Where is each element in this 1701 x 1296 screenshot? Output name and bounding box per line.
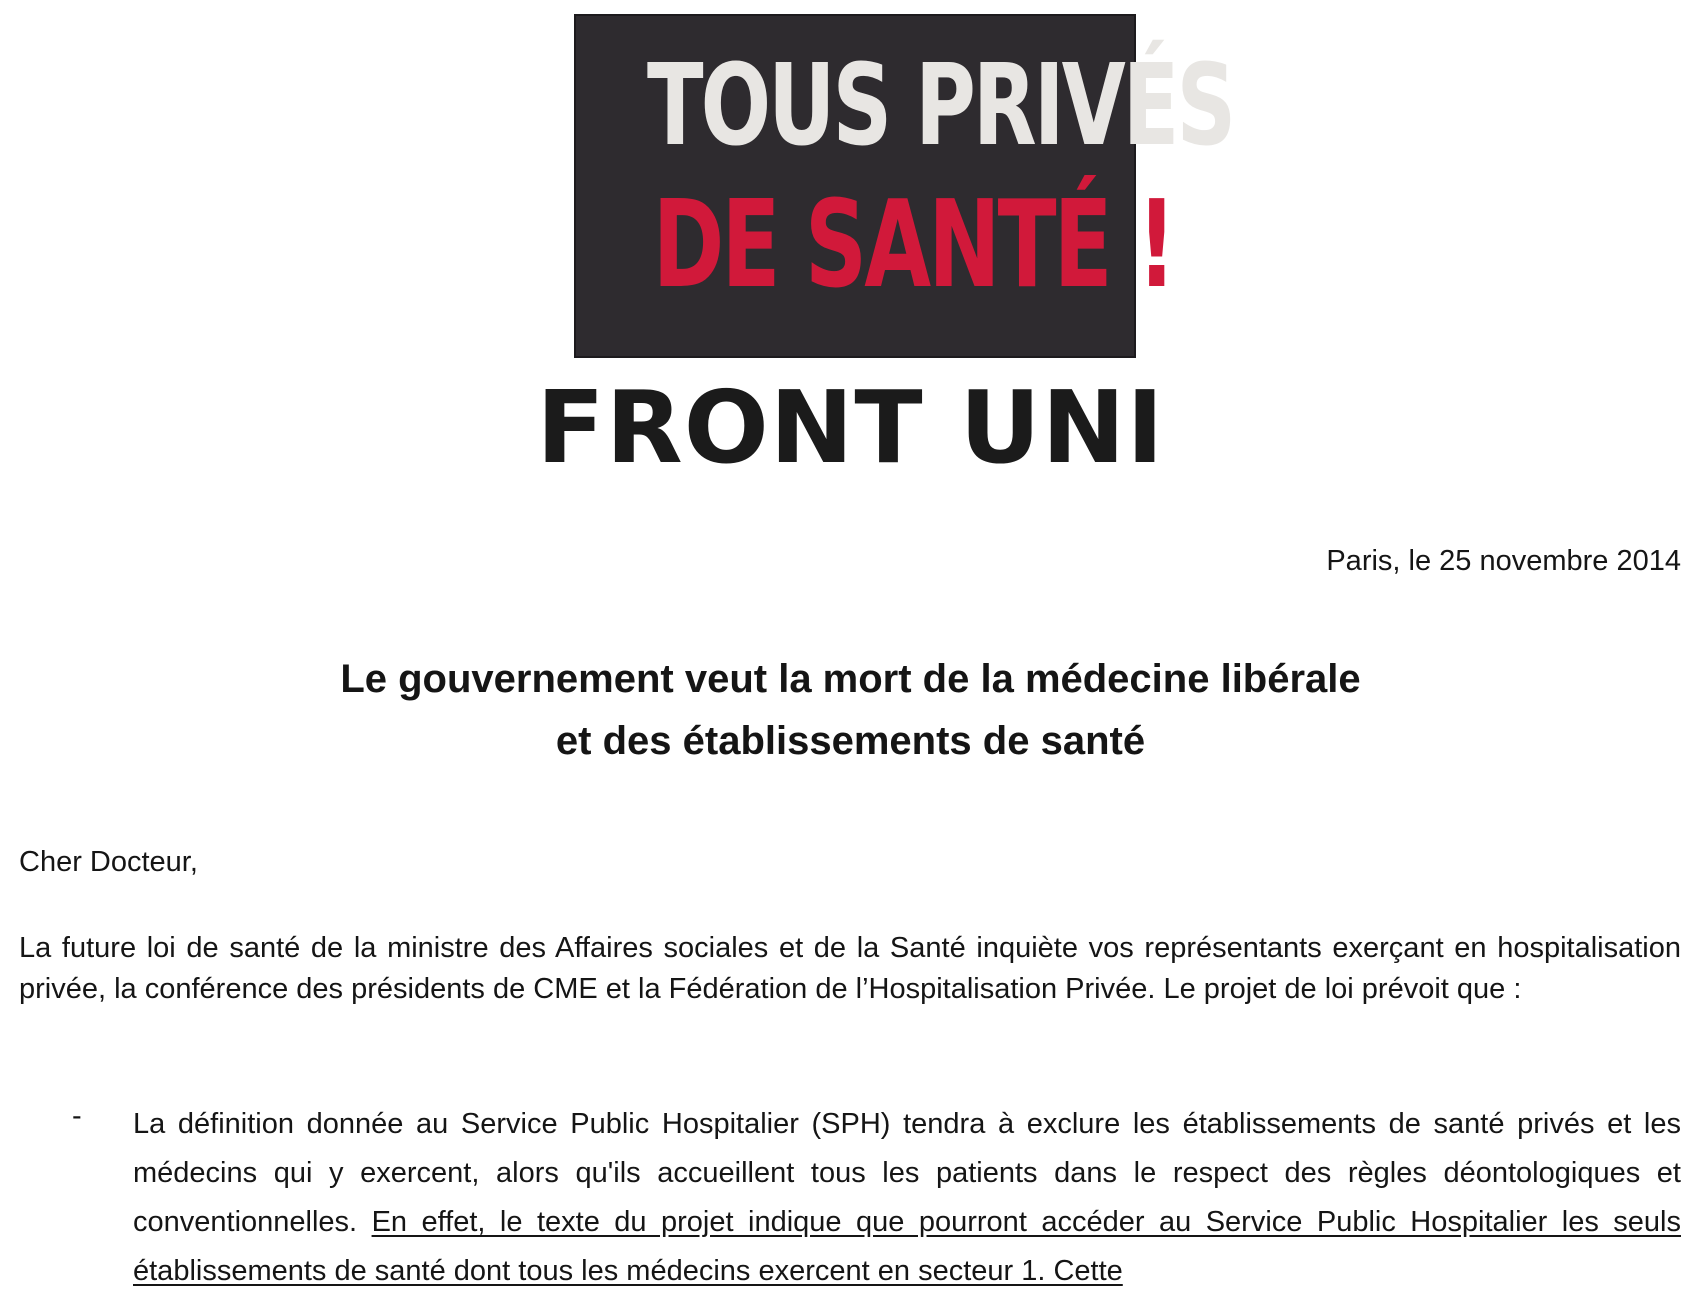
logo-tous-prives-de-sante [574, 14, 1234, 358]
intro-paragraph: La future loi de santé de la ministre des Affaires sociales et de la Santé inquiète vos représentants exerçant en hospitalisation privée, la conférence des présidents de CME et la Fédération de l’Hospitalisation Privée. Le projet de loi prévoit que : [19, 932, 1681, 1005]
logo-line-1: TOUS PRIVÉS [647, 41, 1234, 171]
headline-line-2: et des établissements de santé [555, 719, 1146, 763]
headline [0, 648, 1701, 772]
date-line: Paris, le 25 novembre 2014 [1326, 545, 1681, 577]
logo-line-2: DE SANTÉ ! [652, 176, 1174, 315]
page-title: FRONT UNI [536, 369, 1165, 486]
bullet-dash: - [72, 1100, 82, 1132]
bullet-text: La définition donnée au Service Public Hospitalier (SPH) tendra à exclure les établissements de santé privés et les médecins qui y exercent, alors qu'ils accueillent tous les patients dans le respect des règles déontologiques et conventionnelles. [133, 1108, 1681, 1238]
bullet-underlined-text: En effet, le texte du projet indique que pourront accéder au Service Public Hospitalier les seuls établissements de santé dont tous les médecins exercent en secteur 1. Cette [133, 1206, 1681, 1287]
headline-line-1: Le gouvernement veut la mort de la médecine libérale [340, 657, 1361, 701]
bullet-paragraph [133, 1100, 1681, 1296]
salutation: Cher Docteur, [19, 846, 198, 878]
